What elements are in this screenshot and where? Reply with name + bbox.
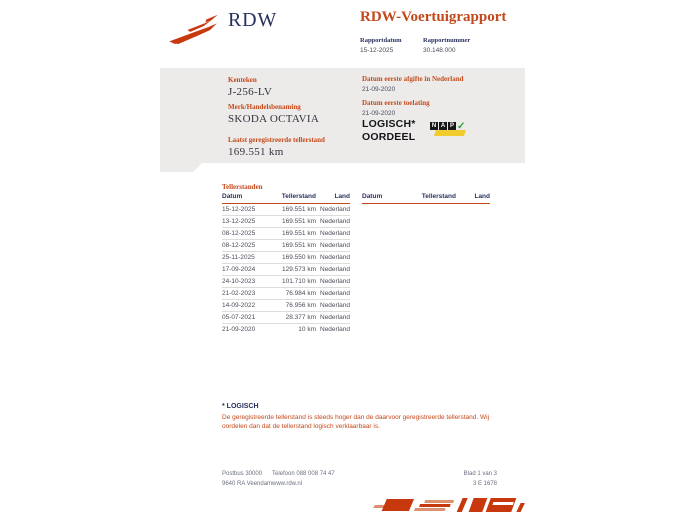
cell-tellerstand: 169.551 km — [282, 218, 316, 225]
cell-land: Nederland — [320, 278, 350, 285]
nap-letter: A — [440, 123, 446, 129]
cell-land: Nederland — [320, 314, 350, 321]
eerste-toelating-label: Datum eerste toelating — [362, 99, 430, 107]
brand-wordmark: RDW — [228, 9, 278, 31]
table-row — [222, 287, 350, 299]
footer-address — [222, 469, 272, 489]
cell-land: Nederland — [320, 266, 350, 273]
report-number-value: 30.148.000 — [423, 47, 456, 54]
eerste-toelating-field — [362, 99, 430, 117]
kenteken-field — [228, 76, 272, 98]
cell-land: Nederland — [320, 302, 350, 309]
footer-phone: Telefoon 088 008 74 47 — [272, 471, 335, 477]
vehicle-summary-panel — [160, 68, 525, 163]
cell-datum: 08-12-2025 — [222, 230, 256, 237]
cell-tellerstand: 169.551 km — [282, 206, 316, 213]
panel-corner-tab — [160, 163, 202, 172]
judgement-line2: OORDEEL — [362, 131, 416, 143]
table-row — [222, 239, 350, 251]
eerste-afgifte-label: Datum eerste afgifte in Nederland — [362, 75, 464, 83]
nap-letter: N — [431, 123, 437, 129]
bottom-wing-graphic — [368, 496, 530, 514]
cell-datum: 24-10-2023 — [222, 278, 256, 285]
footer-doc-code: 3 E 1678 — [472, 481, 497, 487]
table-row — [222, 275, 350, 287]
cell-tellerstand: 169.551 km — [282, 242, 316, 249]
table-row — [222, 263, 350, 275]
col-land: Land — [474, 193, 490, 200]
col-datum: Datum — [362, 193, 383, 200]
table-row — [222, 227, 350, 239]
cell-datum: 17-09-2024 — [222, 266, 256, 273]
col-datum: Datum — [222, 193, 243, 200]
col-tellerstand: Tellerstand — [281, 193, 316, 200]
footer-page-info — [420, 469, 497, 489]
merk-label: Merk/Handelsbenaming — [228, 103, 301, 111]
footer-contact — [272, 469, 335, 489]
judgement-text — [362, 118, 416, 144]
table-header — [222, 193, 350, 204]
eerste-afgifte-field — [362, 75, 463, 93]
cell-tellerstand: 169.551 km — [282, 230, 316, 237]
judgement-line1: LOGISCH* — [362, 118, 416, 130]
kenteken-label: Kenteken — [228, 76, 257, 84]
cell-tellerstand: 76.956 km — [285, 302, 316, 309]
nap-letters — [430, 122, 457, 130]
tellerstand-field — [228, 136, 325, 158]
footer-page-number: Blad 1 van 3 — [463, 471, 497, 477]
report-date-value: 15-12-2025 — [360, 47, 394, 54]
eerste-toelating-value: 21-09-2020 — [362, 110, 396, 117]
report-date-label: Rapportdatum — [360, 37, 402, 44]
cell-land: Nederland — [320, 218, 350, 225]
table-row — [222, 311, 350, 323]
tellerstanden-section-title: Tellerstanden — [222, 183, 263, 191]
nap-letter: P — [449, 123, 454, 129]
cell-land: Nederland — [320, 230, 350, 237]
tellerstand-label: Laatst geregistreerde tellerstand — [228, 136, 325, 144]
report-meta — [360, 37, 486, 54]
report-number-block — [423, 37, 471, 54]
cell-land: Nederland — [320, 242, 350, 249]
page-title: RDW-Voertuigrapport — [360, 9, 507, 25]
cell-land: Nederland — [320, 254, 350, 261]
nap-logo — [430, 122, 470, 139]
footnote-title: * LOGISCH — [222, 403, 259, 410]
table-row — [222, 215, 350, 227]
eerste-afgifte-value: 21-09-2020 — [362, 86, 396, 93]
cell-tellerstand: 10 km — [298, 326, 316, 333]
footer-address-line1: Postbus 30000 — [222, 471, 263, 477]
tellerstand-value: 169.551 km — [228, 146, 284, 158]
merk-value: SKODA OCTAVIA — [228, 113, 320, 125]
odometer-table-right-empty — [362, 193, 490, 204]
cell-tellerstand: 76.984 km — [285, 290, 316, 297]
cell-land: Nederland — [320, 206, 350, 213]
cell-datum: 15-12-2025 — [222, 206, 256, 213]
cell-datum: 25-11-2025 — [222, 254, 255, 261]
table-header — [362, 193, 490, 204]
cell-datum: 21-09-2020 — [222, 326, 256, 333]
cell-land: Nederland — [320, 290, 350, 297]
kenteken-value: J-256-LV — [228, 86, 273, 98]
footer-website: www.rdw.nl — [272, 481, 303, 487]
table-row — [222, 299, 350, 311]
cell-tellerstand: 28.377 km — [285, 314, 316, 321]
footnote-text: De geregistreerde tellerstand is steeds hoger dan de daarvoor geregistreerde tellerstand. Wij oordelen dan dat de tellerstand logisch verklaarbaar is. — [222, 414, 490, 430]
logisch-footnote — [222, 403, 498, 431]
cell-datum: 21-02-2023 — [222, 290, 256, 297]
rdw-wing-logo-icon — [166, 11, 224, 47]
cell-land: Nederland — [320, 326, 350, 333]
col-land: Land — [334, 193, 350, 200]
merk-field — [228, 103, 319, 125]
table-row — [222, 323, 350, 335]
table-row — [222, 251, 350, 263]
report-date-block — [360, 37, 408, 54]
odometer-table-left — [222, 193, 350, 335]
cell-tellerstand: 101.710 km — [282, 278, 316, 285]
cell-datum: 05-07-2021 — [222, 314, 256, 321]
cell-tellerstand: 169.550 km — [282, 254, 316, 261]
table-row — [222, 204, 350, 215]
footer-address-line2: 9640 RA Veendam — [222, 481, 273, 487]
cell-datum: 13-12-2025 — [222, 218, 256, 225]
nap-check-icon: ✓ — [457, 121, 466, 132]
cell-tellerstand: 129.573 km — [282, 266, 316, 273]
cell-datum: 14-09-2022 — [222, 302, 256, 309]
col-tellerstand: Tellerstand — [421, 193, 456, 200]
cell-datum: 08-12-2025 — [222, 242, 256, 249]
report-number-label: Rapportnummer — [423, 37, 471, 44]
